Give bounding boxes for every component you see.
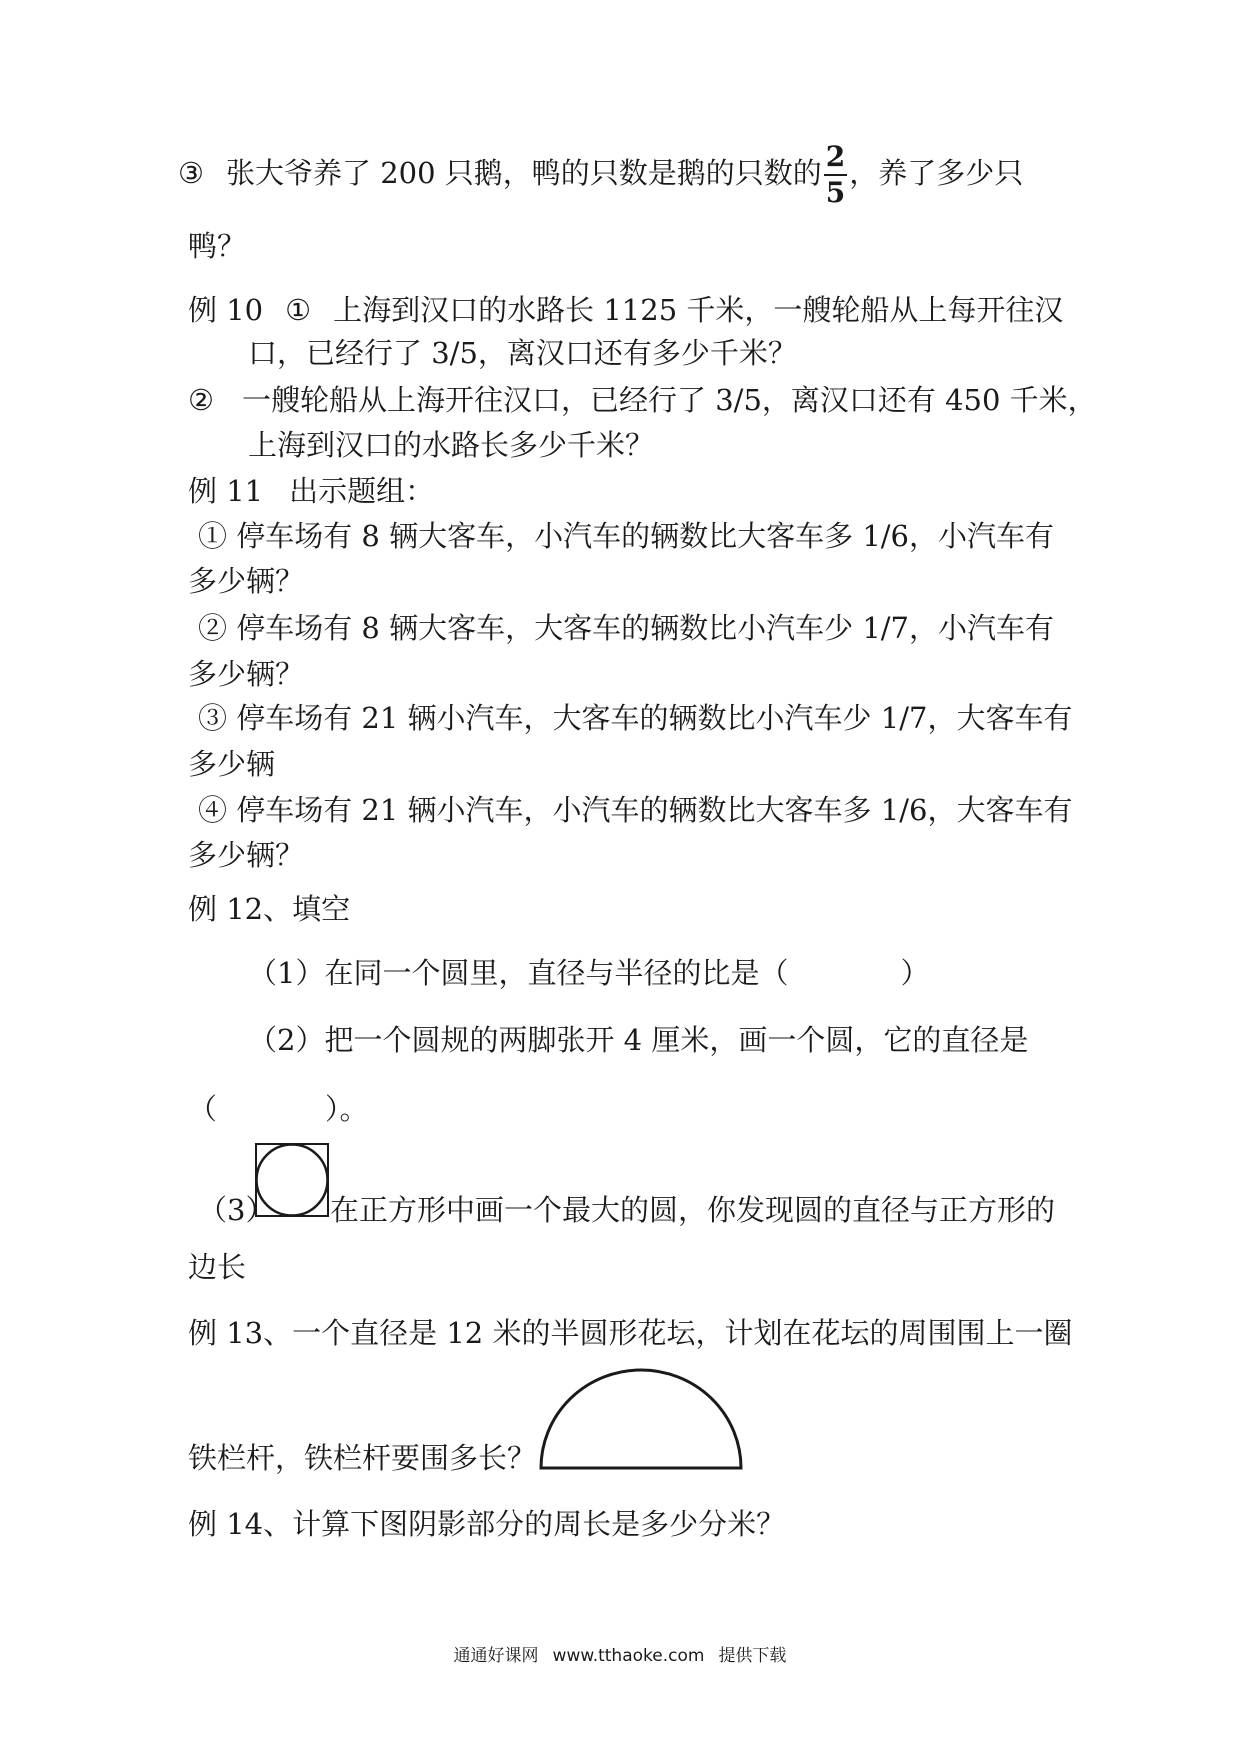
ex12-label: 例 12、填空: [188, 892, 351, 926]
page-footer: [0, 1641, 1240, 1666]
ex11-item-1-continuation: 多少辆？: [188, 564, 305, 598]
ex13-line1: 例 13、一个直径是 12 米的半圆形花坛，计划在花坛的周围围上一圈: [188, 1316, 1073, 1350]
ex11-item-1: ① 停车场有 8 辆大客车，小汽车的辆数比大客车多 1/6，小汽车有: [198, 519, 1054, 553]
footer-url: www.tthaoke.com: [552, 1646, 705, 1666]
q3-marker: ③: [178, 156, 204, 190]
ex12-p2-text: （2）把一个圆规的两脚张开 4 厘米，画一个圆，它的直径是: [248, 1023, 1029, 1057]
q3-fraction: [824, 140, 847, 209]
footer-site-name: 通通好课网: [453, 1646, 539, 1666]
ex11-item-4: ④ 停车场有 21 辆小汽车，小汽车的辆数比大客车多 1/6，大客车有: [198, 793, 1073, 827]
ex12-p1-line: [248, 956, 930, 990]
ex12-p3-text: 在正方形中画一个最大的圆，你发现圆的直径与正方形的: [330, 1193, 1056, 1227]
ex11-label: 例 11: [188, 474, 264, 508]
ex11-item-2-continuation: 多少辆？: [188, 657, 305, 691]
ex11-title: 出示题组：: [289, 474, 435, 508]
ex12-p2-blank-open: （: [188, 1092, 218, 1126]
footer-suffix: 提供下载: [718, 1646, 787, 1666]
ex12-p2-blank: [188, 1092, 369, 1126]
ex12-p1-close: ）: [900, 956, 930, 990]
q3-text-before: 张大爷养了 200 只鹅，鸭的只数是鹅的只数的: [226, 156, 822, 190]
ex11-heading: [188, 474, 435, 508]
ex10-q2-line: [188, 383, 1097, 417]
ex11-item-4-continuation: 多少辆？: [188, 838, 305, 872]
ex10-q1-text: 上海到汉口的水路长 1125 千米，一艘轮船从上每开往汉: [333, 293, 1064, 327]
ex10-q1-continuation: 口，已经行了 3/5，离汉口还有多少千米？: [248, 336, 797, 370]
ex10-q2-text: 一艘轮船从上海开往汉口，已经行了 3/5，离汉口还有 450 千米，: [242, 383, 1097, 417]
ex10-q2-continuation: 上海到汉口的水路长多少千米？: [248, 428, 655, 462]
ex10-q1-marker: ①: [285, 293, 312, 327]
ex12-p2-blank-close: ）。: [325, 1092, 369, 1126]
q3-text-after: ，养了多少只: [849, 156, 1024, 190]
q3-fraction-denominator: 5: [825, 176, 846, 209]
q3-fraction-numerator: 2: [824, 143, 847, 176]
ex10-q1-line: [188, 293, 1064, 327]
ex10-q2-marker: ②: [188, 383, 214, 417]
ex11-item-2: ② 停车场有 8 辆大客车，大客车的辆数比小汽车少 1/7，小汽车有: [198, 611, 1054, 645]
semicircle-outline: [541, 1370, 741, 1468]
ex11-item-3-continuation: 多少辆: [188, 747, 276, 781]
ex10-label: 例 10: [188, 293, 264, 327]
semicircle-figure: [538, 1367, 744, 1471]
ex11-item-3: ③ 停车场有 21 辆小汽车，大客车的辆数比小汽车少 1/7，大客车有: [198, 701, 1073, 735]
ex12-p3-continuation: 边长: [188, 1250, 247, 1284]
q3-continuation: 鸭？: [188, 229, 247, 263]
ex14-line1: 例 14、计算下图阴影部分的周长是多少分米？: [188, 1507, 786, 1541]
ex13-line2: 铁栏杆，铁栏杆要围多长？: [188, 1441, 537, 1475]
ex12-p3-label: （3）: [198, 1193, 275, 1227]
q3-line: [178, 140, 1024, 209]
ex12-p1-text: （1）在同一个圆里，直径与半径的比是（: [248, 956, 789, 990]
